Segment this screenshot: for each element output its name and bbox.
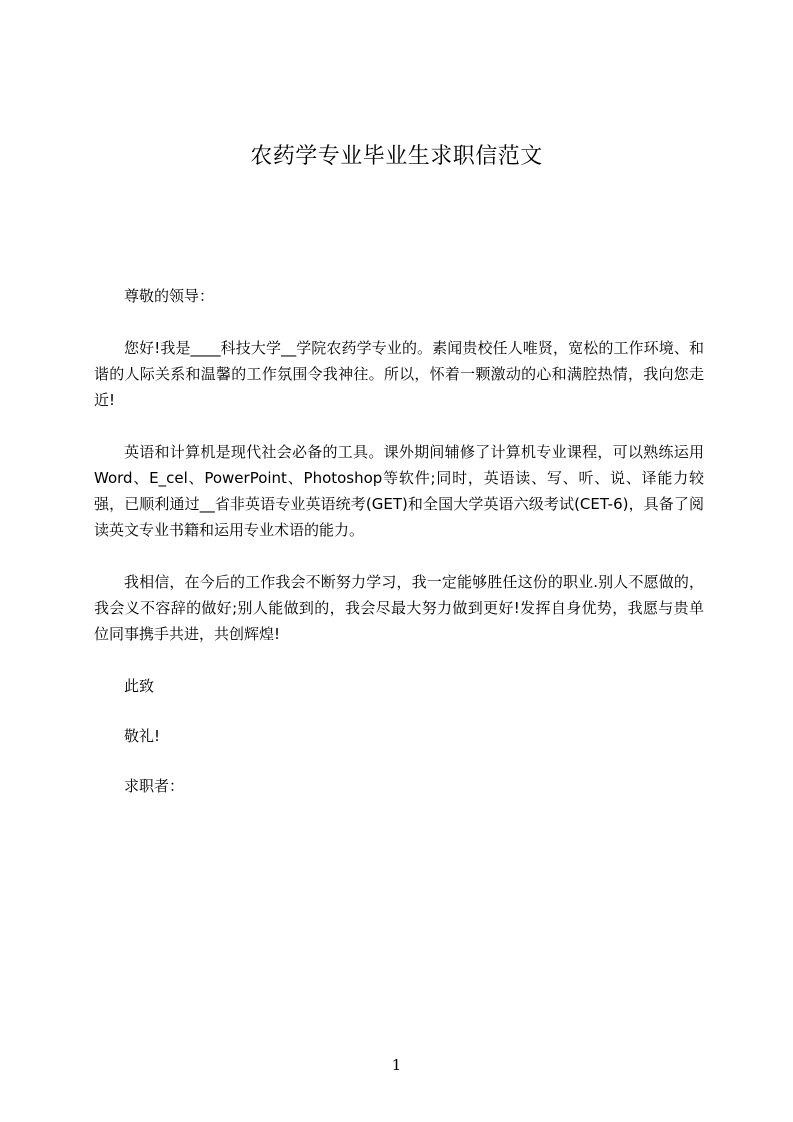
signature-label: 求职者： (124, 777, 185, 795)
salutation: 尊敬的领导： (124, 287, 215, 305)
paragraph-commitment: 我相信，在今后的工作我会不断努力学习，我一定能够胜任这份的职业.别人不愿做的，我会义不容辞的做好;别人能做到的，我会尽最大努力做到更好!发挥自身优势，我愿与贵单位同事携手共进，共创辉煌! (94, 573, 704, 643)
closing-salute: 敬礼! (124, 727, 161, 745)
paragraph-skills: 英语和计算机是现代社会必备的工具。课外期间辅修了计算机专业课程，可以熟练运用Word、E_cel、PowerPoint、Photoshop等软件;同时，英语读、写、听、说、译能力较强，已顺利通过__省非英语专业英语统考(GET)和全国大学英语六级考试(CET-6)，具备了阅读英文专业书籍和运用专业术语的能力。 (94, 443, 704, 539)
letter-body (94, 283, 704, 823)
page-number: 1 (391, 1056, 402, 1074)
paragraph-greeting: 您好!我是____科技大学__学院农药学专业的。素闻贵校任人唯贤，宽松的工作环境、和谐的人际关系和温馨的工作氛围令我神往。所以，怀着一颗激动的心和满腔热情，我向您走近! (94, 339, 704, 409)
closing-regards: 此致 (124, 677, 155, 695)
document-title: 农药学专业毕业生求职信范文 (250, 144, 543, 169)
